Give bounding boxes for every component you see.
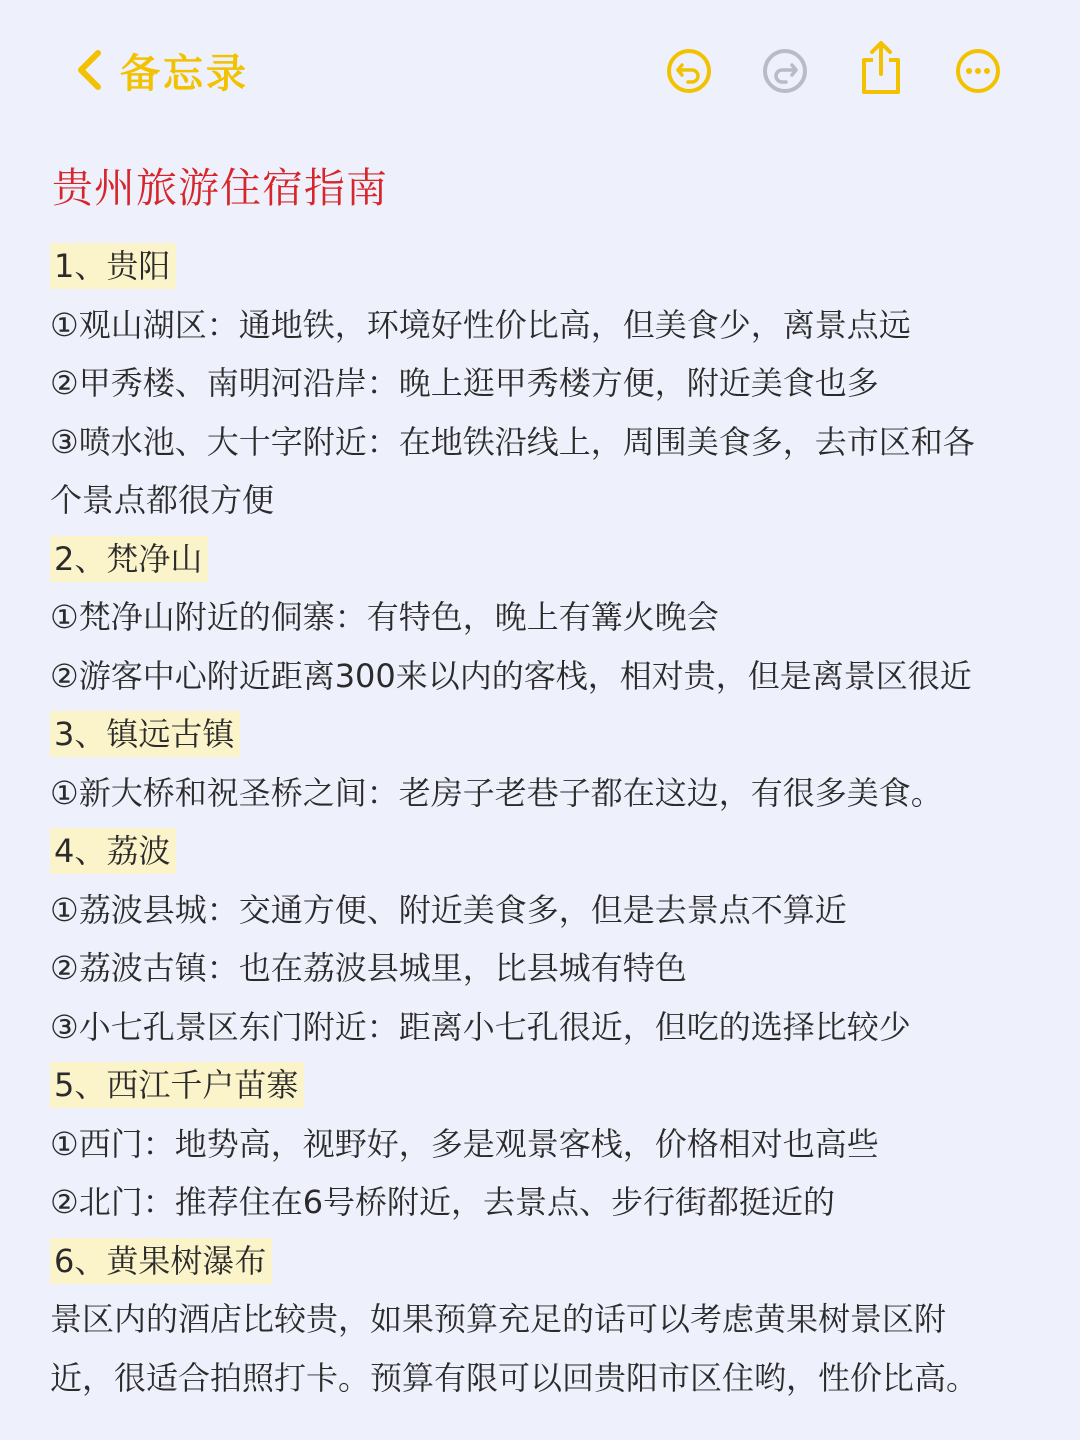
share-button[interactable] bbox=[856, 40, 906, 96]
note-line: ③小七孔景区东门附近：距离小七孔很近，但吃的选择比较少 bbox=[50, 1007, 911, 1046]
note-line: ②甲秀楼、南明河沿岸：晚上逛甲秀楼方便，附近美食也多 bbox=[50, 364, 879, 402]
heading-text: 2、梵净山 bbox=[50, 536, 208, 582]
redo-button[interactable] bbox=[760, 46, 810, 96]
heading-text: 4、荔波 bbox=[50, 828, 176, 874]
undo-button[interactable] bbox=[664, 46, 714, 96]
top-toolbar bbox=[0, 0, 1080, 140]
heading-text: 6、黄果树瀑布 bbox=[50, 1238, 272, 1284]
note-line: ①西门：地势高，视野好，多是观景客栈，价格相对也高些 bbox=[50, 1124, 879, 1163]
back-label: 备忘录 bbox=[120, 50, 249, 97]
note-title: 贵州旅游住宿指南 bbox=[52, 164, 388, 212]
section-heading-libo bbox=[50, 822, 1060, 881]
note-line: 个景点都很方便 bbox=[50, 481, 275, 519]
note-line: ①新大桥和祝圣桥之间：老房子老巷子都在这边，有很多美食。 bbox=[50, 773, 943, 812]
note-line: ①观山湖区：通地铁，环境好性价比高，但美食少，离景点远 bbox=[50, 305, 911, 344]
chevron-left-icon bbox=[72, 45, 106, 95]
note-line: 景区内的酒店比较贵，如果预算充足的话可以考虑黄果树景区附 bbox=[50, 1300, 947, 1338]
more-icon bbox=[953, 46, 1003, 96]
section-heading-xijiang bbox=[50, 1056, 1060, 1115]
note-line: 近，很适合拍照打卡。预算有限可以回贵阳市区住哟，性价比高。 bbox=[50, 1358, 979, 1397]
note-line: ①梵净山附近的侗寨：有特色，晚上有篝火晚会 bbox=[50, 598, 719, 636]
redo-icon bbox=[760, 46, 810, 96]
more-button[interactable] bbox=[953, 46, 1003, 96]
section-heading-fanjingshan bbox=[50, 530, 1060, 589]
undo-icon bbox=[664, 46, 714, 96]
note-line: ②荔波古镇：也在荔波县城里，比县城有特色 bbox=[50, 949, 687, 987]
heading-text: 1、贵阳 bbox=[50, 243, 176, 289]
share-icon bbox=[856, 40, 906, 96]
heading-text: 5、西江千户苗寨 bbox=[50, 1062, 304, 1108]
section-heading-huangguoshu bbox=[50, 1232, 1060, 1291]
note-line: ③喷水池、大十字附近：在地铁沿线上，周围美食多，去市区和各 bbox=[50, 422, 975, 461]
heading-text: 3、镇远古镇 bbox=[50, 711, 240, 757]
note-line: ②游客中心附近距离300来以内的客栈，相对贵，但是离景区很近 bbox=[50, 656, 972, 695]
note-line: ①荔波县城：交通方便、附近美食多，但是去景点不算近 bbox=[50, 890, 847, 929]
section-heading-guiyang bbox=[50, 237, 1060, 296]
section-heading-zhenyuan bbox=[50, 705, 1060, 764]
note-body[interactable] bbox=[50, 237, 1060, 1407]
note-line: ②北门：推荐住在6号桥附近，去景点、步行街都挺近的 bbox=[50, 1183, 836, 1221]
back-button[interactable] bbox=[72, 40, 249, 100]
